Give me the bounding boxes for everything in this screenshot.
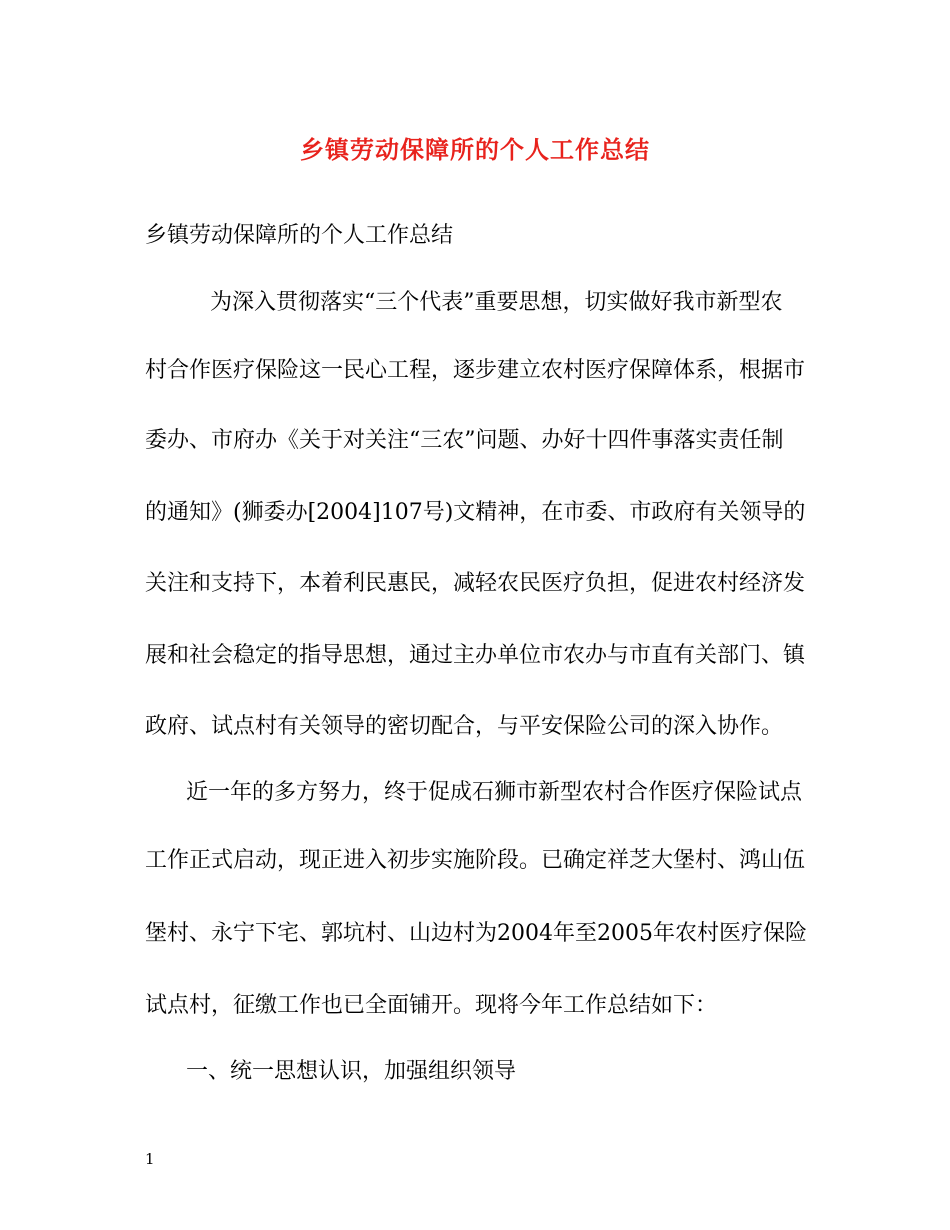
paragraph-line: 试点村，征缴工作也已全面铺开。现将今年工作总结如下： [145, 993, 718, 1018]
paragraph-line: 委办、市府办《关于对关注“三农”问题、办好十四件事落实责任制 [145, 428, 784, 453]
paragraph-line: 的通知》(狮委办[2004]107号)文精神，在市委、市政府有关领导的 [145, 500, 806, 525]
paragraph-line: 为深入贯彻落实“三个代表”重要思想，切实做好我市新型农 [210, 290, 783, 315]
paragraph-line: 堡村、永宁下宅、郭坑村、山边村为2004年至2005年农村医疗保险 [145, 921, 807, 946]
page-number: 1 [145, 1150, 155, 1168]
paragraph-line: 村合作医疗保险这一民心工程，逐步建立农村医疗保障体系，根据市 [145, 358, 806, 383]
section-heading: 一、统一思想认识，加强组织领导 [186, 1059, 517, 1084]
page-title: 乡镇劳动保障所的个人工作总结 [300, 135, 650, 164]
paragraph-line: 工作正式启动，现正进入初步实施阶段。已确定祥芝大堡村、鸿山伍 [145, 848, 806, 873]
paragraph-line: 关注和支持下，本着利民惠民，减轻农民医疗负担，促进农村经济发 [145, 571, 806, 596]
document-subtitle: 乡镇劳动保障所的个人工作总结 [145, 223, 454, 248]
paragraph-line: 展和社会稳定的指导思想，通过主办单位市农办与市直有关部门、镇 [145, 643, 806, 668]
paragraph-line: 近一年的多方努力，终于促成石狮市新型农村合作医疗保险试点 [186, 780, 803, 805]
paragraph-line: 政府、试点村有关领导的密切配合，与平安保险公司的深入协作。 [145, 714, 784, 739]
